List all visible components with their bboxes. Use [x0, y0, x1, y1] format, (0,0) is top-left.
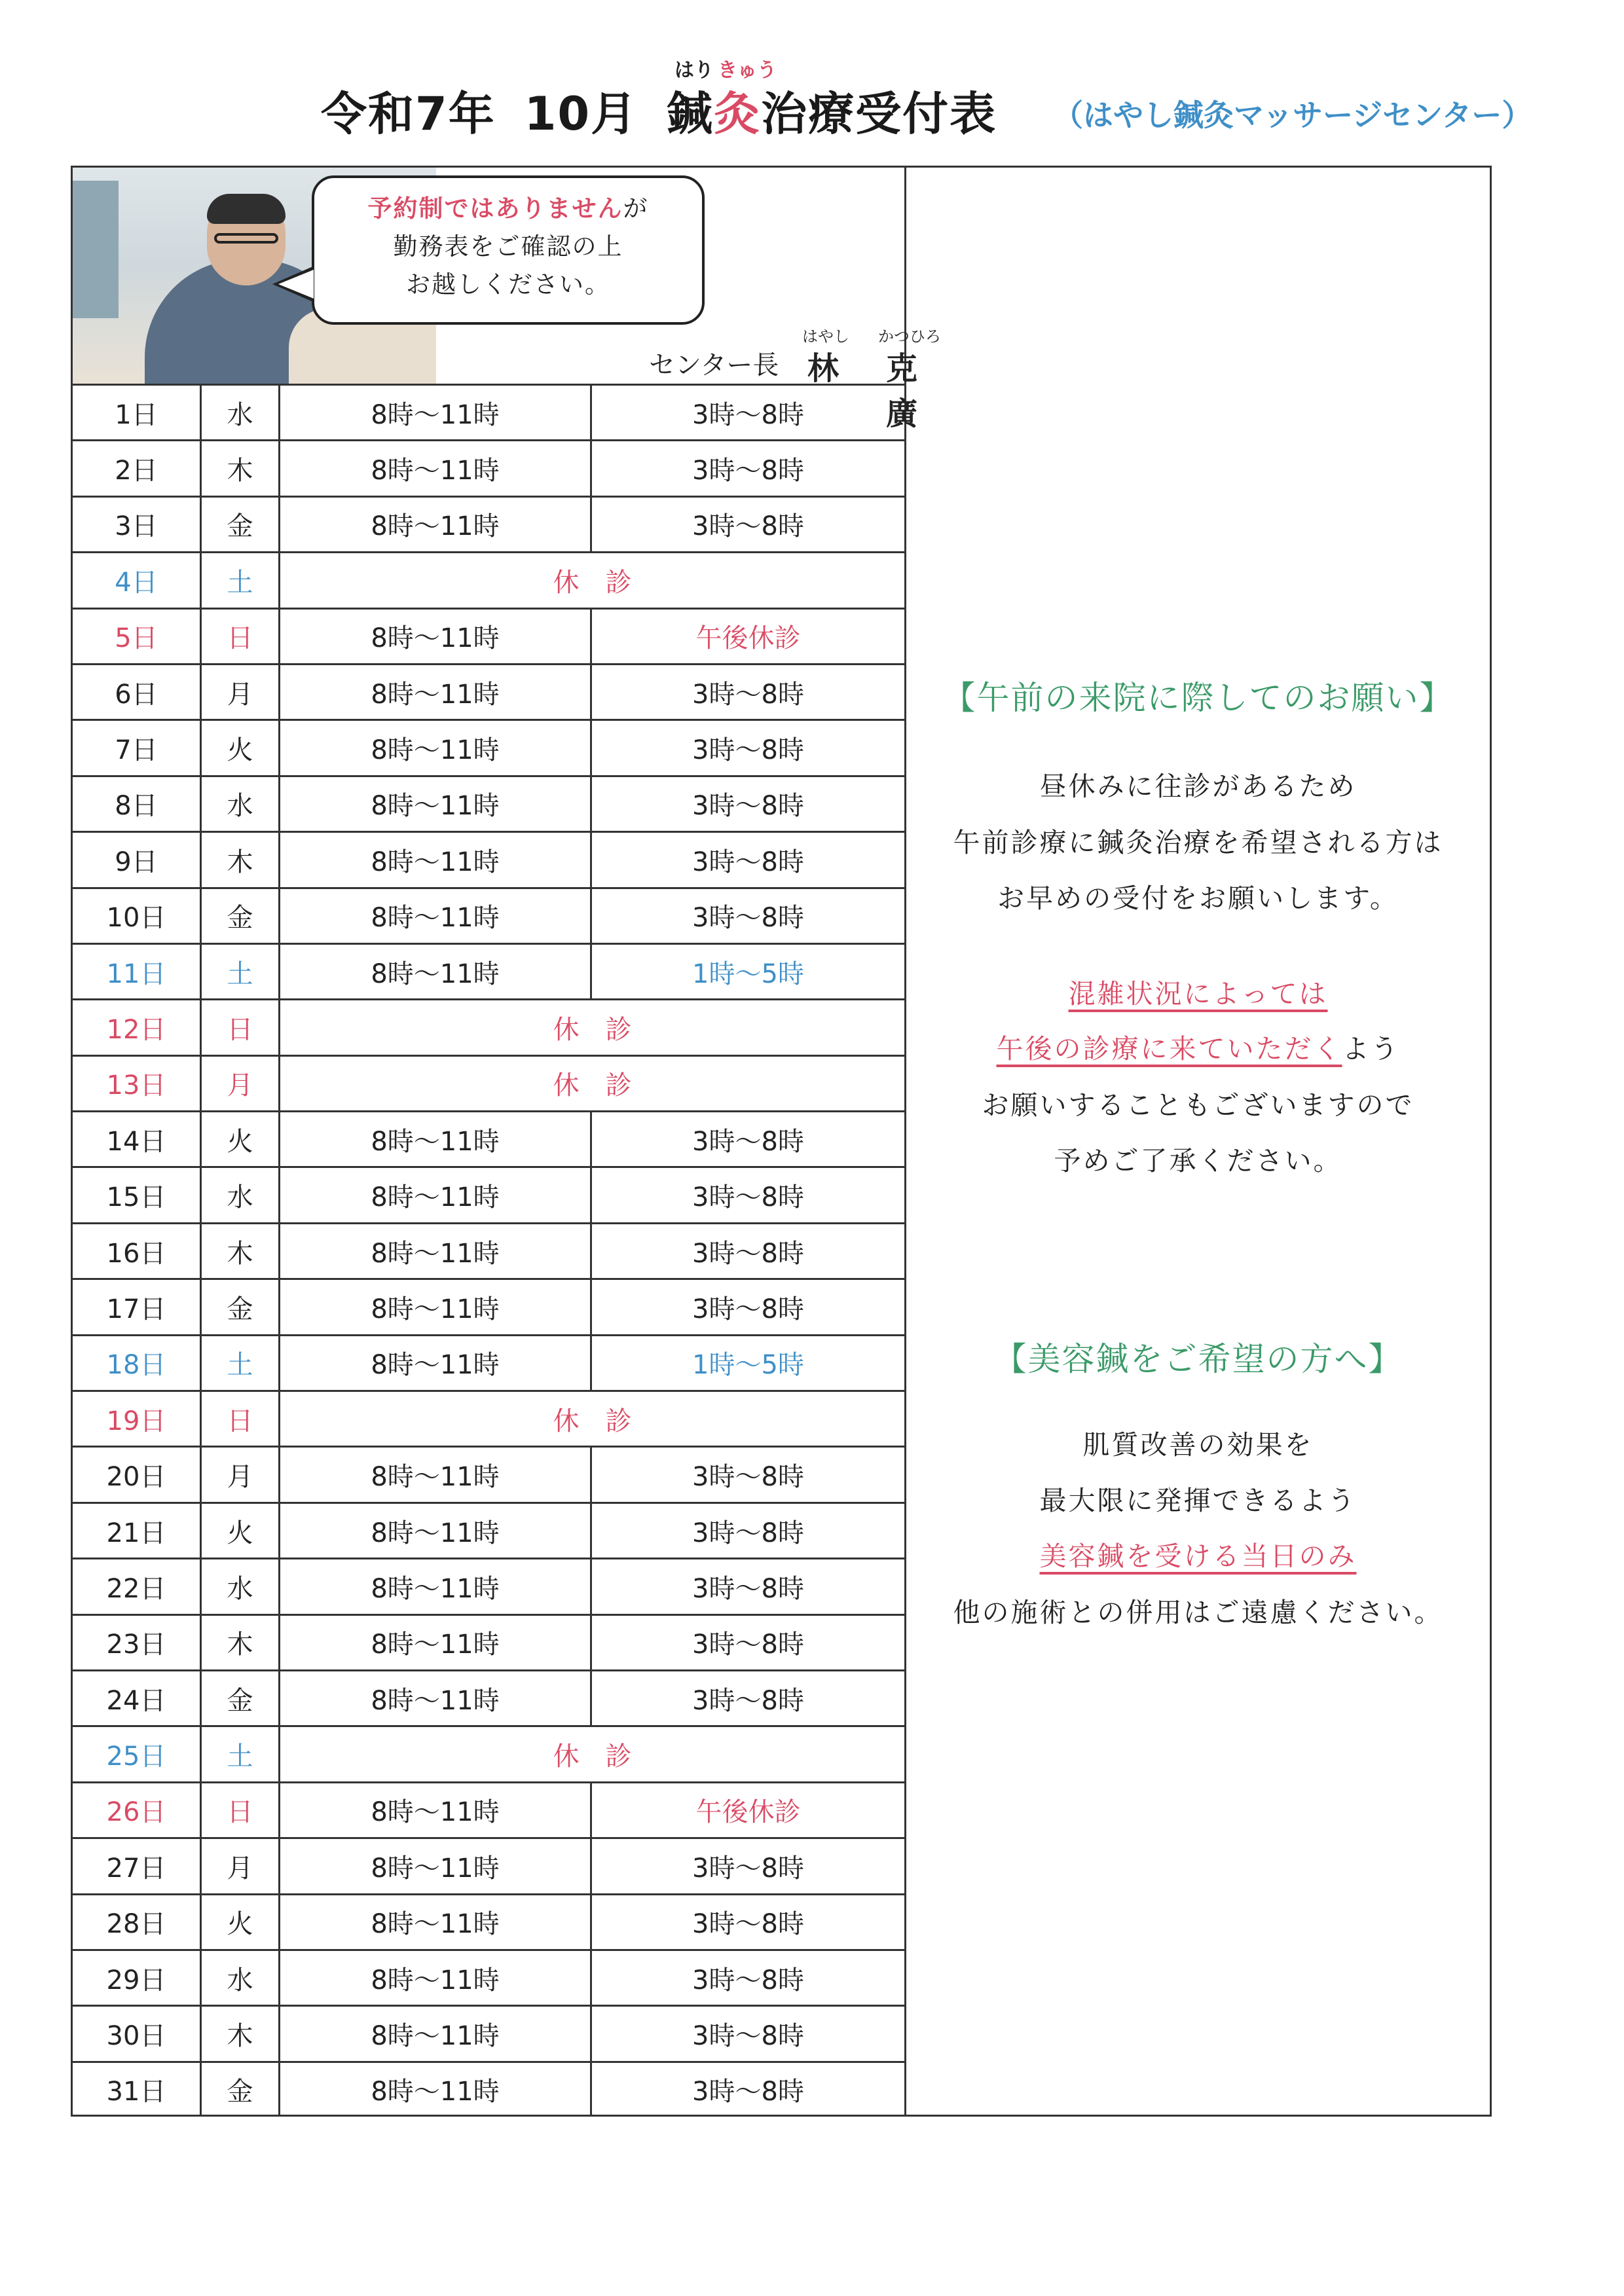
- table-row: [73, 663, 904, 719]
- afternoon-hours-cell: 3時～8時: [692, 399, 804, 430]
- weekday-cell: 土: [202, 1727, 280, 1781]
- beauty-line4: 他の施術との併用はご遠慮ください。: [953, 1597, 1443, 1628]
- table-row: [73, 384, 904, 439]
- weekday-cell: 火: [202, 1504, 280, 1558]
- table-row: [73, 1278, 904, 1334]
- weekday-cell: 木: [202, 833, 280, 886]
- date-cell: 23日: [73, 1616, 202, 1669]
- afternoon-hours-cell: 3時～8時: [692, 456, 804, 486]
- weekday-cell: 木: [202, 2007, 280, 2060]
- bubble-line2: 勤務表をご確認の上: [393, 232, 623, 261]
- closed-cell: 休診: [553, 1406, 658, 1436]
- weekday-cell: 火: [202, 1112, 280, 1166]
- closed-cell: 休診: [553, 1070, 658, 1101]
- afternoon-hours-cell: 午後休診: [695, 623, 801, 654]
- director-given-name: 克廣: [886, 350, 918, 432]
- title-kyu: 灸: [714, 87, 762, 141]
- crowd-highlight: 混雑状況によっては: [1068, 978, 1328, 1010]
- date-cell: 18日: [73, 1336, 202, 1390]
- morning-hours-cell: 8時～11時: [280, 2063, 592, 2117]
- date-cell: 2日: [73, 441, 202, 495]
- weekday-cell: 金: [202, 1280, 280, 1334]
- weekday-cell: 木: [202, 1616, 280, 1669]
- afternoon-hours-cell: 3時～8時: [692, 511, 804, 542]
- closed-cell: 休診: [553, 1014, 658, 1045]
- morning-hours-cell: 8時～11時: [280, 386, 592, 439]
- director-family-name: 林: [807, 350, 840, 387]
- weekday-cell: 木: [202, 1224, 280, 1278]
- morning-hours-cell: 8時～11時: [280, 1783, 592, 1837]
- morning-hours-cell: 8時～11時: [280, 498, 592, 551]
- bubble-line3: お越しください。: [406, 270, 610, 299]
- weekday-cell: 日: [202, 1783, 280, 1837]
- table-row: [73, 887, 904, 943]
- table-row: [73, 831, 904, 886]
- afternoon-hours-cell: 3時～8時: [692, 1126, 804, 1157]
- date-cell: 21日: [73, 1504, 202, 1558]
- weekday-cell: 火: [202, 1895, 280, 1949]
- date-cell: 13日: [73, 1057, 202, 1110]
- table-row: [73, 1614, 904, 1669]
- afternoon-hours-cell: 1時～5時: [692, 1350, 804, 1381]
- date-cell: 19日: [73, 1392, 202, 1446]
- date-cell: 9日: [73, 833, 202, 886]
- table-row: [73, 551, 904, 607]
- morning-line5-rest: よう: [1342, 1033, 1400, 1065]
- morning-hours-cell: 8時～11時: [280, 2007, 592, 2060]
- beauty-line3: [906, 1535, 1490, 1573]
- date-cell: 1日: [73, 386, 202, 439]
- schedule-table: [73, 384, 904, 2117]
- morning-hours-cell: 8時～11時: [280, 1839, 592, 1893]
- center-name: （はやし鍼灸マッサージセンター）: [1053, 98, 1532, 133]
- morning-hours-cell: 8時～11時: [280, 1224, 592, 1278]
- afternoon-hours-cell: 3時～8時: [692, 735, 804, 766]
- weekday-cell: 水: [202, 1168, 280, 1222]
- morning-hours-cell: 8時～11時: [280, 833, 592, 886]
- director-given-ruby: かつひろ: [878, 327, 941, 346]
- weekday-cell: 月: [202, 1057, 280, 1110]
- date-cell: 20日: [73, 1448, 202, 1501]
- morning-hours-cell: 8時～11時: [280, 1671, 592, 1725]
- speech-bubble: [312, 175, 705, 325]
- table-row: [73, 1669, 904, 1725]
- morning-hours-cell: 8時～11時: [280, 889, 592, 943]
- morning-hours-cell: 8時～11時: [280, 1336, 592, 1390]
- table-row: [73, 1502, 904, 1558]
- weekday-cell: 火: [202, 721, 280, 774]
- table-row: [73, 1334, 904, 1390]
- date-cell: 28日: [73, 1895, 202, 1949]
- table-row: [73, 943, 904, 998]
- weekday-cell: 日: [202, 1392, 280, 1446]
- morning-hours-cell: 8時～11時: [280, 721, 592, 774]
- morning-hours-cell: 8時～11時: [280, 1448, 592, 1501]
- afternoon-hours-cell: 3時～8時: [692, 903, 804, 934]
- weekday-cell: 金: [202, 1671, 280, 1725]
- date-cell: 31日: [73, 2063, 202, 2117]
- afternoon-hours-cell: 3時～8時: [692, 847, 804, 877]
- morning-hours-cell: 8時～11時: [280, 1168, 592, 1222]
- afternoon-highlight: 午後の診療に来ていただく: [996, 1033, 1342, 1065]
- morning-line7: 予めご了承ください。: [1054, 1145, 1342, 1176]
- table-row: [73, 719, 904, 774]
- weekday-cell: 金: [202, 889, 280, 943]
- table-row: [73, 1781, 904, 1837]
- table-row: [73, 439, 904, 495]
- beauty-line1: 肌質改善の効果を: [1082, 1429, 1314, 1461]
- weekday-cell: 木: [202, 441, 280, 495]
- date-cell: 27日: [73, 1839, 202, 1893]
- beauty-notice-heading: 【美容鍼をご希望の方へ】: [993, 1340, 1403, 1378]
- table-row: [73, 1390, 904, 1446]
- table-row: [73, 1949, 904, 2005]
- morning-line4: [906, 972, 1490, 1011]
- date-cell: 29日: [73, 1951, 202, 2005]
- morning-hours-cell: 8時～11時: [280, 1280, 592, 1334]
- table-row: [73, 1222, 904, 1278]
- beauty-highlight: 美容鍼を受ける当日のみ: [1039, 1540, 1357, 1572]
- afternoon-hours-cell: 3時～8時: [692, 1462, 804, 1493]
- table-row: [73, 496, 904, 551]
- morning-hours-cell: 8時～11時: [280, 777, 592, 831]
- weekday-cell: 日: [202, 610, 280, 663]
- morning-line5: [906, 1027, 1490, 1066]
- table-row: [73, 1166, 904, 1222]
- morning-hours-cell: 8時～11時: [280, 1112, 592, 1166]
- afternoon-hours-cell: 3時～8時: [692, 1965, 804, 1995]
- date-cell: 11日: [73, 945, 202, 998]
- morning-hours-cell: 8時～11時: [280, 1616, 592, 1669]
- weekday-cell: 水: [202, 386, 280, 439]
- director-title: センター長: [649, 350, 779, 380]
- weekday-cell: 金: [202, 498, 280, 551]
- date-cell: 7日: [73, 721, 202, 774]
- afternoon-hours-cell: 3時～8時: [692, 679, 804, 710]
- table-row: [73, 1725, 904, 1781]
- morning-line6: お願いすることもございますので: [982, 1089, 1414, 1121]
- director-family-ruby: はやし: [802, 327, 849, 346]
- page-header: [0, 0, 1624, 157]
- closed-cell: 休診: [553, 567, 658, 598]
- afternoon-hours-cell: 午後休診: [695, 1797, 801, 1828]
- table-row: [73, 608, 904, 663]
- weekday-cell: 水: [202, 777, 280, 831]
- morning-hours-cell: 8時～11時: [280, 1559, 592, 1613]
- title-month: 10月: [524, 87, 638, 141]
- morning-hours-cell: 8時～11時: [280, 665, 592, 719]
- date-cell: 5日: [73, 610, 202, 663]
- table-row: [73, 1110, 904, 1166]
- table-row: [73, 998, 904, 1054]
- table-row: [73, 1558, 904, 1613]
- morning-hours-cell: 8時～11時: [280, 441, 592, 495]
- morning-line1: 昼休みに往診があるため: [1039, 771, 1357, 802]
- weekday-cell: 水: [202, 1559, 280, 1613]
- weekday-cell: 月: [202, 1448, 280, 1501]
- date-cell: 8日: [73, 777, 202, 831]
- afternoon-hours-cell: 3時～8時: [692, 1294, 804, 1324]
- afternoon-hours-cell: 3時～8時: [692, 1909, 804, 1940]
- afternoon-hours-cell: 3時～8時: [692, 1518, 804, 1548]
- date-cell: 30日: [73, 2007, 202, 2060]
- date-cell: 22日: [73, 1559, 202, 1613]
- table-row: [73, 1446, 904, 1501]
- weekday-cell: 土: [202, 945, 280, 998]
- morning-line2: 午前診療に鍼灸治療を希望される方は: [953, 827, 1443, 858]
- weekday-cell: 水: [202, 1951, 280, 2005]
- morning-hours-cell: 8時～11時: [280, 610, 592, 663]
- morning-hours-cell: 8時～11時: [280, 1895, 592, 1949]
- morning-hours-cell: 8時～11時: [280, 1504, 592, 1558]
- page-title: [321, 77, 997, 143]
- weekday-cell: 土: [202, 553, 280, 607]
- afternoon-hours-cell: 3時～8時: [692, 1630, 804, 1660]
- date-cell: 24日: [73, 1671, 202, 1725]
- date-cell: 12日: [73, 1000, 202, 1054]
- date-cell: 10日: [73, 889, 202, 943]
- date-cell: 6日: [73, 665, 202, 719]
- afternoon-hours-cell: 3時～8時: [692, 2077, 804, 2107]
- weekday-cell: 月: [202, 1839, 280, 1893]
- afternoon-hours-cell: 3時～8時: [692, 1853, 804, 1884]
- date-cell: 25日: [73, 1727, 202, 1781]
- bubble-line1-rest: が: [623, 194, 649, 223]
- info-panel: [906, 168, 1490, 2115]
- date-cell: 16日: [73, 1224, 202, 1278]
- closed-cell: 休診: [553, 1741, 658, 1772]
- morning-hours-cell: 8時～11時: [280, 1951, 592, 2005]
- afternoon-hours-cell: 3時～8時: [692, 791, 804, 822]
- date-cell: 17日: [73, 1280, 202, 1334]
- weekday-cell: 金: [202, 2063, 280, 2117]
- table-row: [73, 1837, 904, 1893]
- table-row: [73, 775, 904, 831]
- ruby-hari: はり: [674, 59, 714, 82]
- beauty-line2: 最大限に発揮できるよう: [1039, 1485, 1357, 1516]
- morning-notice-heading: 【午前の来院に際してのお願い】: [942, 679, 1454, 717]
- date-cell: 26日: [73, 1783, 202, 1837]
- afternoon-hours-cell: 3時～8時: [692, 1685, 804, 1716]
- date-cell: 15日: [73, 1168, 202, 1222]
- table-row: [73, 2005, 904, 2060]
- date-cell: 3日: [73, 498, 202, 551]
- date-cell: 4日: [73, 553, 202, 607]
- title-era: 令和7年: [321, 87, 496, 141]
- afternoon-hours-cell: 1時～5時: [692, 958, 804, 989]
- afternoon-hours-cell: 3時～8時: [692, 1238, 804, 1269]
- weekday-cell: 日: [202, 1000, 280, 1054]
- afternoon-hours-cell: 3時～8時: [692, 1573, 804, 1604]
- weekday-cell: 月: [202, 665, 280, 719]
- title-rest: 治療受付表: [761, 87, 997, 141]
- morning-hours-cell: 8時～11時: [280, 945, 592, 998]
- afternoon-hours-cell: 3時～8時: [692, 1182, 804, 1213]
- table-row: [73, 1893, 904, 1949]
- date-cell: 14日: [73, 1112, 202, 1166]
- ruby-kyu: きゅう: [718, 59, 777, 82]
- afternoon-hours-cell: 3時～8時: [692, 2021, 804, 2052]
- table-row: [73, 2061, 904, 2117]
- morning-line3: お早めの受付をお願いします。: [997, 883, 1399, 914]
- table-row: [73, 1055, 904, 1110]
- title-hari: 鍼: [667, 87, 714, 141]
- bubble-highlight: 予約制ではありません: [367, 194, 623, 223]
- weekday-cell: 土: [202, 1336, 280, 1390]
